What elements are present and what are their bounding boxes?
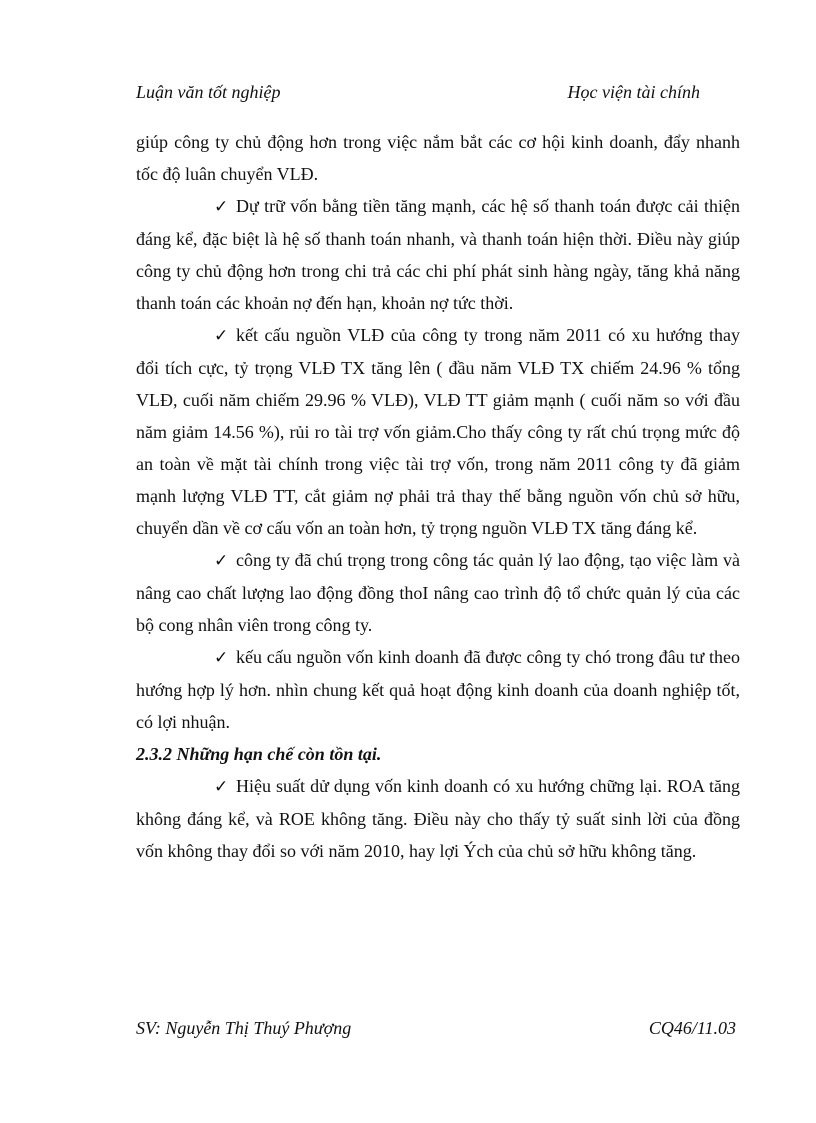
- bullet-text: Dự trữ vốn bằng tiền tăng mạnh, các hệ số thanh toán được cải thiện đáng kể, đặc biệt là hệ số thanh toán nhanh, và thanh toán hiện thời. Điều này giúp công ty chủ động hơn trong chi trả các chi phí phát sinh hàng ngày, tăng khả năng thanh toán các khoản nợ đến hạn, khoản nợ tức thời.: [136, 196, 740, 313]
- section-heading: 2.3.2 Những hạn chế còn tồn tại.: [136, 744, 382, 764]
- header-institution-label: Học viện tài chính: [567, 82, 700, 102]
- checkmark-icon: ✓: [214, 551, 229, 571]
- page-header: [136, 82, 700, 108]
- document-body: [136, 126, 740, 867]
- bullet-text: Hiệu suất dử dụng vốn kinh doanh có xu hướng chững lại. ROA tăng không đáng kể, và ROE không tăng. Điều này cho thấy tỷ suất sinh lời của đồng vốn không thay đổi so với năm 2010, hay lợi Ých của chủ sở hữu không tăng.: [136, 776, 740, 861]
- bullet-text: kếu cấu nguồn vốn kinh doanh đã được công ty chó trong đâu tư theo hướng hợp lý hơn. nhìn chung kết quả hoạt động kinh doanh của doanh nghiệp tốt, có lợi nhuận.: [136, 647, 740, 732]
- limitation-paragraph: [136, 770, 740, 867]
- bullet-text: công ty đã chú trọng trong công tác quản lý lao động, tạo việc làm và nâng cao chất lượng lao động đồng thoI nâng cao trình độ tổ chức quản lý của các bộ cong nhân viên trong công ty.: [136, 550, 740, 635]
- bullet-text: kết cấu nguồn VLĐ của công ty trong năm 2011 có xu hướng thay đổi tích cực, tỷ trọng VLĐ TX tăng lên ( đầu năm VLĐ TX chiếm 24.96 % tổng VLĐ, cuối năm chiếm 29.96 % VLĐ), VLĐ TT giảm mạnh ( cuối năm so với đầu năm giảm 14.56 %), rủi ro tài trợ vốn giảm.Cho thấy công ty rất chú trọng mức độ an toàn về mặt tài chính trong việc tài trợ vốn, trong năm 2011 công ty đã giảm mạnh lượng VLĐ TT, cắt giảm nợ phải trả thay thế bằng nguồn vốn chủ sở hữu, chuyển dần về cơ cấu vốn an toàn hơn, tỷ trọng nguồn VLĐ TX tăng đáng kể.: [136, 325, 740, 538]
- bullet-paragraph-3: [136, 544, 740, 641]
- checkmark-icon: ✓: [214, 648, 229, 668]
- header-thesis-label: Luận văn tốt nghiệp: [136, 82, 281, 102]
- bullet-paragraph-2: [136, 319, 740, 544]
- footer-class-code: CQ46/11.03: [648, 1018, 736, 1038]
- footer-student-name: SV: Nguyễn Thị Thuý Phượng: [136, 1018, 352, 1038]
- page-footer: [136, 1018, 736, 1044]
- bullet-paragraph-4: [136, 641, 740, 738]
- checkmark-icon: ✓: [214, 197, 229, 217]
- bullet-paragraph-1: [136, 190, 740, 319]
- checkmark-icon: ✓: [214, 326, 229, 346]
- intro-paragraph: giúp công ty chủ động hơn trong việc nắm bắt các cơ hội kinh doanh, đẩy nhanh tốc độ luân chuyển VLĐ.: [136, 132, 740, 184]
- checkmark-icon: ✓: [214, 777, 229, 797]
